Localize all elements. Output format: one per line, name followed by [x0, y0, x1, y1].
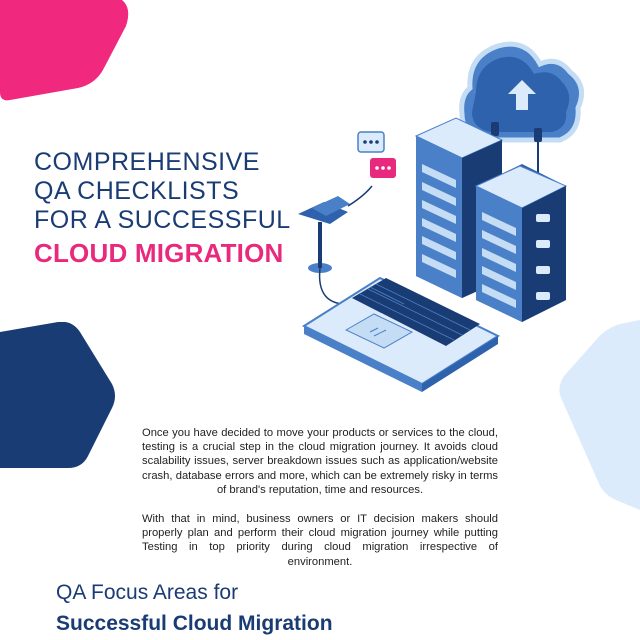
focus-heading-bold: Successful Cloud Migration — [56, 612, 333, 635]
title-line-2: QA CHECKLISTS — [34, 177, 240, 205]
page-title — [34, 148, 294, 271]
pink-blob-shape — [0, 0, 140, 110]
server-rack-icon — [416, 118, 566, 322]
title-line-3: FOR A SUCCESSFUL — [34, 206, 291, 234]
cloud-migration-illustration — [290, 36, 590, 396]
chat-bubbles-icon — [358, 132, 396, 178]
intro-paragraph-2: With that in mind, business owners or IT decision makers should properly plan and perform their cloud migration journey while putting Testing in top priority during cloud migration irrespective of environment. — [142, 513, 498, 568]
navy-hexagon-shape — [0, 322, 120, 472]
title-line-1: COMPREHENSIVE — [34, 148, 260, 176]
focus-heading: QA Focus Areas for — [56, 581, 239, 604]
intro-paragraph-1: Once you have decided to move your products or services to the cloud, testing is a crucial step in the cloud migration journey. It avoids cloud scalability issues, server breakdown issues such as application/website crash, database errors and more, which can be extremely risky in terms of brand's reputation, time and resources. — [142, 427, 498, 496]
title-accent: CLOUD MIGRATION — [34, 238, 284, 268]
keyboard-icon — [304, 278, 498, 392]
desk-lamp-icon — [298, 186, 372, 304]
